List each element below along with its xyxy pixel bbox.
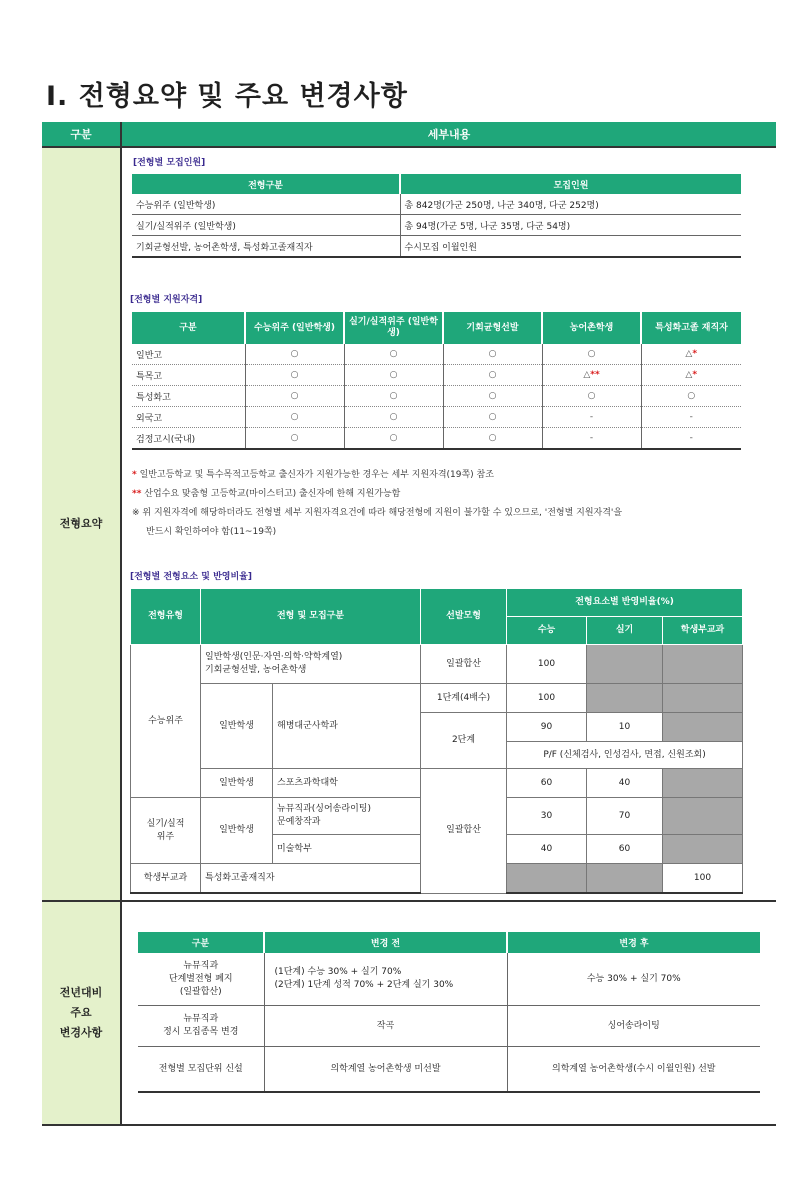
- section-changes-label: 전년대비 주요 변경사항: [42, 902, 120, 1124]
- section-summary-label: 전형요약: [42, 148, 120, 900]
- changes-table: 구분 변경 전 변경 후 뉴뮤직과 단계별전형 폐지 (일괄합산) (1단계) 수능 30% + 실기 70% (2단계) 1단계 성적 70% + 2단계 실기 30% 수능 30% + 실기 70% 뉴뮤직과 정시 모집종목 변경 작곡 싱어송라이팅 전형별 모집단위 신설 의학계열 농어촌학생 미선발 의학계열 농어촌학생(수시 이월인원) 선발: [138, 932, 760, 1093]
- table-row: 일반학생 스포츠과학대학 일괄합산 60 40: [131, 769, 743, 798]
- table-row: 뉴뮤직과 단계별전형 폐지 (일괄합산) (1단계) 수능 30% + 실기 70% (2단계) 1단계 성적 70% + 2단계 실기 30% 수능 30% + 실기 70%: [138, 953, 760, 1006]
- ratio-table: 전형유형 전형 및 모집구분 선발모형 전형요소별 반영비율(%) 수능 실기 학생부교과 수능위주 일반학생(인문·자연·의학·약학계열) 기회균형선발, 농어촌학생 일괄합산 100 일반학생 해병대군사학과 1단계(4배수) 100 2단계 90 10 P/F (신체검사, 인성검사, 면접, 신원조회) 일반학생 스포츠과학대학 일괄합산 60 40 실기/실적 위주 일반학생 뉴뮤직과(싱어송라이팅) 문예창작과 30 70 미술학부 40 60 학생부교과 특성화고졸재직자 100: [130, 588, 743, 894]
- header-category: 구분: [42, 122, 120, 146]
- recruit-header-type: 전형구분: [132, 174, 400, 194]
- recruit-section-label: [전형별 모집인원]: [133, 158, 206, 168]
- qual-notes: * 일반고등학교 및 특수목적고등학교 출신자가 지원가능한 경우는 세부 지원자격(19쪽) 참조 ** 산업수요 맞춤형 고등학교(마이스터고) 출신자에 한해 지원가능함 ※ 위 지원자격에 해당하더라도 전형별 세부 지원자격요건에 따라 해당전형에 지원이 불가할 수 있으므로, '전형별 지원자격'을 반드시 확인하여야 함(11~19쪽): [132, 470, 623, 537]
- qual-table: 구분 수능위주 (일반학생) 실기/실적위주 (일반학생) 기회균형선발 농어촌학생 특성화고졸 재직자 일반고 ○ ○ ○ ○ △* 특목고 ○ ○ ○ △** △* 특성화고 ○ ○ ○ ○ ○ 외국고 ○ ○ ○ - - 검정고시(국내) ○ ○ ○ - -: [132, 312, 741, 450]
- table-row: 기회균형선발, 농어촌학생, 특성화고졸재직자 수시모집 이월인원: [132, 236, 741, 258]
- recruit-table: [132, 174, 741, 258]
- table-row: 뉴뮤직과 정시 모집종목 변경 작곡 싱어송라이팅: [138, 1006, 760, 1047]
- table-row: 수능위주 (일반학생) 총 842명(가군 250명, 나군 340명, 다군 252명): [132, 194, 741, 215]
- table-row: 검정고시(국내) ○ ○ ○ - -: [132, 428, 741, 450]
- table-row: 실기/실적위주 (일반학생) 총 94명(가군 5명, 나군 35명, 다군 54명): [132, 215, 741, 236]
- table-row: 일반고 ○ ○ ○ ○ △*: [132, 344, 741, 365]
- qual-section-label: [전형별 지원자격]: [130, 295, 203, 305]
- table-row: 특성화고 ○ ○ ○ ○ ○: [132, 386, 741, 407]
- table-row: 수능위주 일반학생(인문·자연·의학·약학계열) 기회균형선발, 농어촌학생 일괄합산 100: [131, 645, 743, 684]
- summary-frame: [42, 122, 776, 1126]
- page-title: I. 전형요약 및 주요 변경사항: [46, 81, 408, 112]
- header-details: 세부내용: [122, 122, 776, 146]
- table-row: 전형별 모집단위 신설 의학계열 농어촌학생 미선발 의학계열 농어촌학생(수시 이월인원) 선발: [138, 1047, 760, 1093]
- table-row: 2단계 90 10: [131, 713, 743, 742]
- table-row: 일반학생 해병대군사학과 1단계(4배수) 100: [131, 684, 743, 713]
- recruit-header-count: 모집인원: [400, 174, 741, 194]
- table-row: 미술학부 40 60: [131, 835, 743, 864]
- table-row: 특목고 ○ ○ ○ △** △*: [132, 365, 741, 386]
- ratio-section-label: [전형별 전형요소 및 반영비율]: [130, 572, 252, 582]
- table-row: 실기/실적 위주 일반학생 뉴뮤직과(싱어송라이팅) 문예창작과 30 70: [131, 798, 743, 835]
- table-row: 학생부교과 특성화고졸재직자 100: [131, 864, 743, 894]
- table-row: P/F (신체검사, 인성검사, 면접, 신원조회): [131, 742, 743, 769]
- table-row: 외국고 ○ ○ ○ - -: [132, 407, 741, 428]
